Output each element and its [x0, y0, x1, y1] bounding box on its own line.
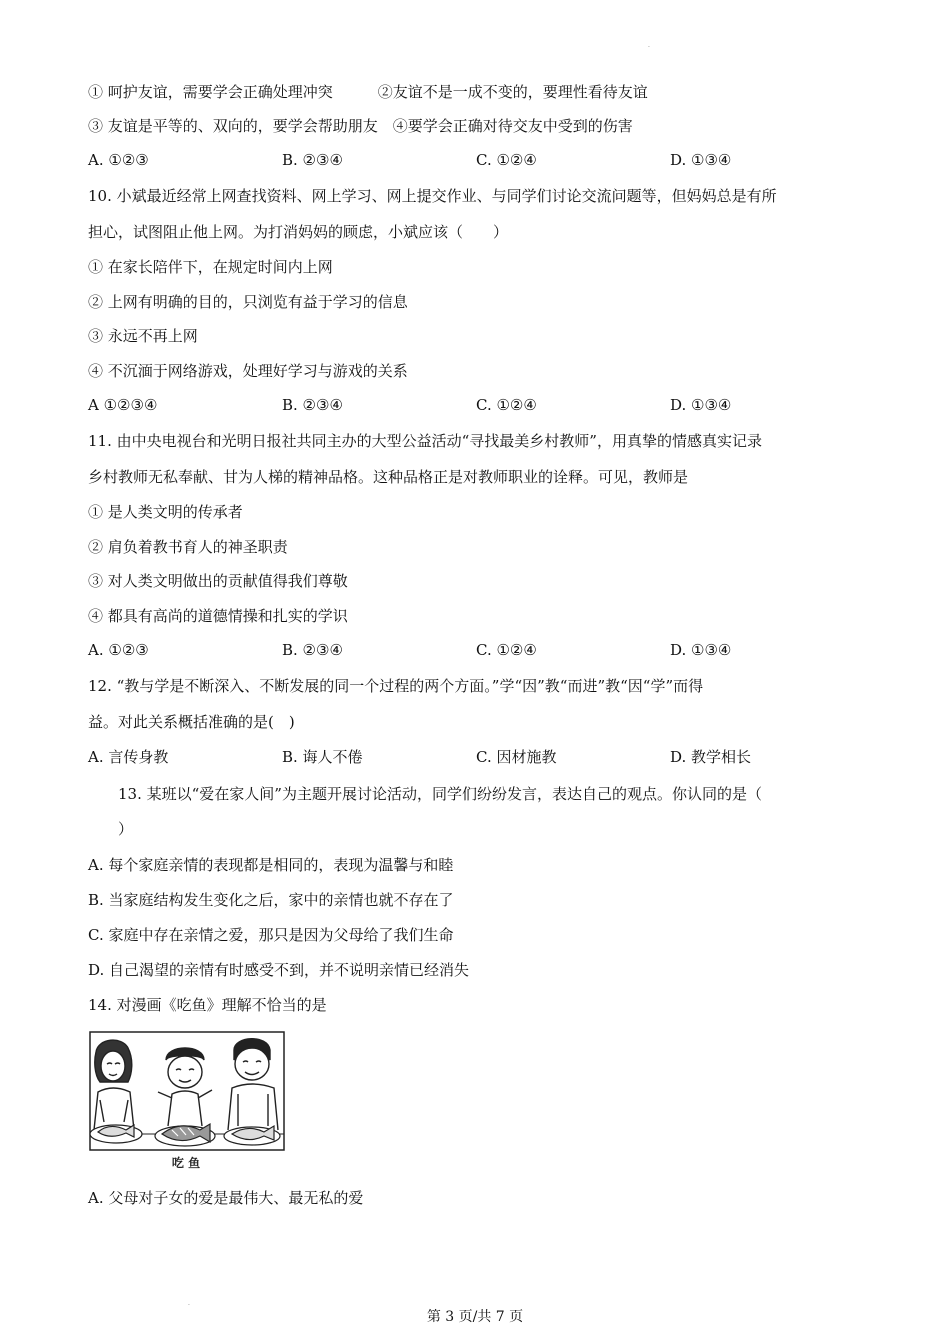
- q13-option-d: D. 自己渴望的亲情有时感受不到，并不说明亲情已经消失: [88, 961, 470, 979]
- q10-stem-2: 担心，试图阻止他上网。为打消妈妈的顾虑，小斌应该（ ）: [88, 223, 509, 241]
- q11-item-4: ④ 都具有高尚的道德情操和扎实的学识: [88, 607, 348, 625]
- q11-item-1: ① 是人类文明的传承者: [88, 503, 243, 521]
- q13-option-b: B. 当家庭结构发生变化之后，家中的亲情也就不存在了: [88, 891, 454, 909]
- q12-option-c: C. 因材施教: [476, 748, 557, 766]
- q10-stem-1: 10. 小斌最近经常上网查找资料、网上学习、网上提交作业、与同学们讨论交流问题等，但妈妈总是有所: [88, 187, 777, 205]
- q11-option-a: A. ①②③: [88, 641, 149, 659]
- cartoon-eating-fish: [88, 1030, 288, 1172]
- q9-line-1: ① 呵护友谊，需要学会正确处理冲突 ②友谊不是一成不变的，要理性看待友谊: [88, 83, 648, 101]
- q11-option-c: C. ①②④: [476, 641, 537, 659]
- q12-option-b: B. 诲人不倦: [282, 748, 363, 766]
- page-footer: 第 3 页/共 7 页: [426, 1309, 524, 1325]
- q10-item-3: ③ 永远不再上网: [88, 327, 198, 345]
- q9-option-a: A. ①②③: [88, 151, 149, 169]
- q10-option-c: C. ①②④: [476, 396, 537, 414]
- q11-option-b: B. ②③④: [282, 641, 343, 659]
- q11-stem-1: 11. 由中央电视台和光明日报社共同主办的大型公益活动“寻找最美乡村教师”，用真挚的情感真实记录: [88, 432, 762, 450]
- q10-item-4: ④ 不沉湎于网络游戏，处理好学习与游戏的关系: [88, 362, 408, 380]
- q9-option-b: B. ②③④: [282, 151, 343, 169]
- q14-option-a: A. 父母对子女的爱是最伟大、最无私的爱: [88, 1189, 364, 1207]
- q12-option-a: A. 言传身教: [88, 748, 169, 766]
- q13-option-a: A. 每个家庭亲情的表现都是相同的，表现为温馨与和睦: [88, 856, 454, 874]
- q10-option-a: A ①②③④: [88, 396, 158, 414]
- q11-item-2: ② 肩负着教书育人的神圣职责: [88, 538, 288, 556]
- q13-stem-2: ）: [118, 820, 134, 838]
- cartoon-caption: 吃 鱼: [171, 1156, 201, 1170]
- q11-item-3: ③ 对人类文明做出的贡献值得我们尊敬: [88, 572, 348, 590]
- q13-stem-1: 13. 某班以“爱在家人间”为主题开展讨论活动，同学们纷纷发言，表达自己的观点。你认同的是（: [118, 785, 762, 803]
- q12-stem-2: 益。对此关系概括准确的是( ): [88, 713, 295, 731]
- q10-item-1: ① 在家长陪伴下，在规定时间内上网: [88, 258, 333, 276]
- q10-item-2: ② 上网有明确的目的，只浏览有益于学习的信息: [88, 293, 408, 311]
- q11-option-d: D. ①③④: [670, 641, 732, 659]
- scan-dot: .: [648, 42, 650, 49]
- q12-option-d: D. 教学相长: [670, 748, 752, 766]
- scan-dot: .: [188, 1300, 190, 1307]
- q9-line-2: ③ 友谊是平等的、双向的，要学会帮助朋友 ④要学会正确对待交友中受到的伤害: [88, 117, 633, 135]
- plate-left: [90, 1125, 142, 1143]
- q9-option-d: D. ①③④: [670, 151, 732, 169]
- q10-option-d: D. ①③④: [670, 396, 732, 414]
- q12-stem-1: 12. “教与学是不断深入、不断发展的同一个过程的两个方面。”学“因”教“而进”教“因“学”而得: [88, 677, 704, 695]
- q11-stem-2: 乡村教师无私奉献、甘为人梯的精神品格。这种品格正是对教师职业的诠释。可见，教师是: [88, 468, 689, 486]
- q9-option-c: C. ①②④: [476, 151, 537, 169]
- q13-option-c: C. 家庭中存在亲情之爱，那只是因为父母给了我们生命: [88, 926, 454, 944]
- q14-stem: 14. 对漫画《吃鱼》理解不恰当的是: [88, 996, 327, 1014]
- q10-option-b: B. ②③④: [282, 396, 343, 414]
